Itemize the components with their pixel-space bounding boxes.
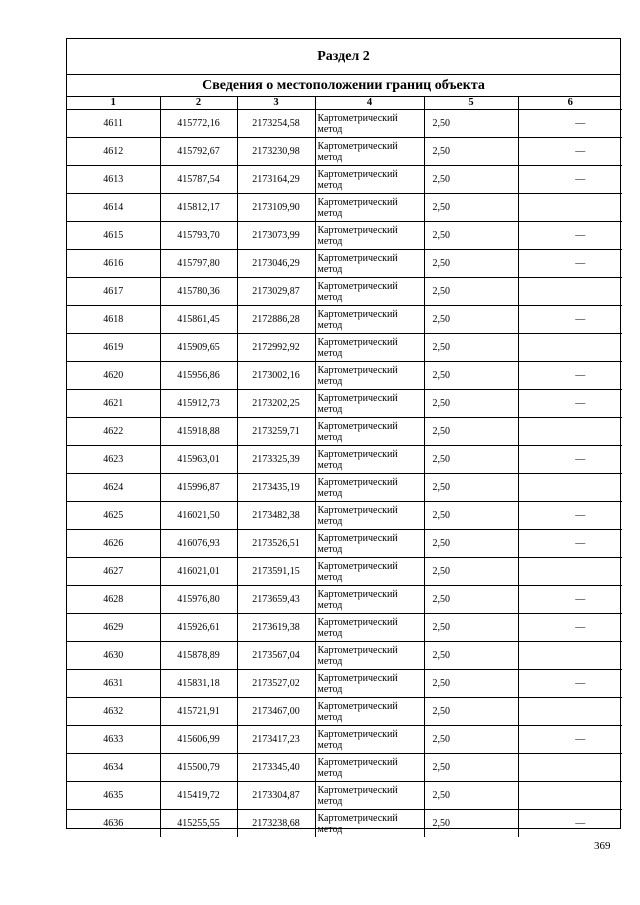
point-number-cell: 4631 — [67, 670, 160, 698]
y-coordinate-cell: 2172992,92 — [237, 334, 315, 362]
y-coordinate-cell: 2173591,15 — [237, 558, 315, 586]
y-coordinate-cell: 2173467,00 — [237, 698, 315, 726]
y-coordinate-cell: 2173325,39 — [237, 446, 315, 474]
point-number-cell: 4617 — [67, 278, 160, 306]
description-cell: — — [518, 306, 622, 334]
x-coordinate-cell: 415956,86 — [160, 362, 237, 390]
y-coordinate-cell: 2173619,38 — [237, 614, 315, 642]
y-coordinate-cell: 2173202,25 — [237, 390, 315, 418]
y-coordinate-cell: 2173029,87 — [237, 278, 315, 306]
description-cell — [518, 558, 622, 586]
error-cell: 2,50 — [424, 166, 518, 194]
x-coordinate-cell: 415909,65 — [160, 334, 237, 362]
point-number-cell: 4624 — [67, 474, 160, 502]
y-coordinate-cell: 2173109,90 — [237, 194, 315, 222]
point-number-cell: 4629 — [67, 614, 160, 642]
error-cell: 2,50 — [424, 362, 518, 390]
description-cell — [518, 418, 622, 446]
x-coordinate-cell: 415918,88 — [160, 418, 237, 446]
point-number-cell: 4619 — [67, 334, 160, 362]
table-row — [67, 362, 622, 390]
error-cell: 2,50 — [424, 138, 518, 166]
description-cell — [518, 782, 622, 810]
point-number-cell: 4621 — [67, 390, 160, 418]
y-coordinate-cell: 2173526,51 — [237, 530, 315, 558]
error-cell: 2,50 — [424, 670, 518, 698]
table-row — [67, 250, 622, 278]
point-number-cell: 4623 — [67, 446, 160, 474]
table-row — [67, 166, 622, 194]
y-coordinate-cell: 2173238,68 — [237, 810, 315, 838]
description-cell: — — [518, 138, 622, 166]
point-number-cell: 4622 — [67, 418, 160, 446]
y-coordinate-cell: 2173417,23 — [237, 726, 315, 754]
table-row — [67, 390, 622, 418]
method-cell: Картометрический метод — [315, 614, 424, 642]
method-cell: Картометрический метод — [315, 306, 424, 334]
description-cell: — — [518, 362, 622, 390]
description-cell: — — [518, 586, 622, 614]
x-coordinate-cell: 415996,87 — [160, 474, 237, 502]
description-cell: — — [518, 390, 622, 418]
error-cell: 2,50 — [424, 754, 518, 782]
table-row — [67, 782, 622, 810]
error-cell: 2,50 — [424, 334, 518, 362]
table-row — [67, 670, 622, 698]
method-cell: Картометрический метод — [315, 530, 424, 558]
description-cell: — — [575, 818, 586, 829]
method-cell: Картометрический метод — [315, 222, 424, 250]
x-coordinate-cell: 415963,01 — [160, 446, 237, 474]
method-cell: Картометрический метод — [315, 418, 424, 446]
x-coordinate-cell: 415606,99 — [160, 726, 237, 754]
y-coordinate-cell: 2173304,87 — [237, 782, 315, 810]
x-coordinate-cell: 415912,73 — [160, 390, 237, 418]
table-row — [67, 530, 622, 558]
method-cell: Картометрический метод — [315, 726, 424, 754]
column-header: 5 — [424, 97, 518, 110]
method-cell: Картометрический метод — [315, 166, 424, 194]
method-cell: Картометрический метод — [315, 810, 424, 838]
y-coordinate-cell: 2173164,29 — [237, 166, 315, 194]
error-cell: 2,50 — [424, 446, 518, 474]
error-cell: 2,50 — [424, 558, 518, 586]
y-coordinate-cell: 2173259,71 — [237, 418, 315, 446]
table-row — [67, 698, 622, 726]
method-cell: Картометрический метод — [315, 642, 424, 670]
y-coordinate-cell: 2173254,58 — [237, 110, 315, 138]
x-coordinate-cell: 415831,18 — [160, 670, 237, 698]
method-cell: Картометрический метод — [315, 586, 424, 614]
description-cell: — — [518, 166, 622, 194]
y-coordinate-cell: 2173230,98 — [237, 138, 315, 166]
error-cell: 2,50 — [424, 250, 518, 278]
table-row — [67, 446, 622, 474]
table-header-row — [67, 97, 622, 110]
error-cell: 2,50 — [424, 726, 518, 754]
x-coordinate-cell: 416021,01 — [160, 558, 237, 586]
point-number-cell: 4635 — [67, 782, 160, 810]
point-number-cell: 4616 — [67, 250, 160, 278]
column-header: 6 — [518, 97, 622, 110]
description-cell: — — [518, 726, 622, 754]
error-cell: 2,50 — [424, 418, 518, 446]
method-cell: Картометрический метод — [315, 250, 424, 278]
method-cell: Картометрический метод — [315, 278, 424, 306]
method-cell: Картометрический метод — [315, 110, 424, 138]
description-cell: — — [518, 222, 622, 250]
column-header: 4 — [315, 97, 424, 110]
point-number-cell: 4633 — [67, 726, 160, 754]
table-row — [67, 418, 622, 446]
error-cell: 2,50 — [424, 306, 518, 334]
x-coordinate-cell: 415926,61 — [160, 614, 237, 642]
point-number-cell: 4636 — [67, 810, 160, 838]
error-cell: 2,50 — [424, 698, 518, 726]
method-cell: Картометрический метод — [315, 502, 424, 530]
point-number-cell: 4615 — [67, 222, 160, 250]
y-coordinate-cell: 2173002,16 — [237, 362, 315, 390]
description-cell: — — [518, 446, 622, 474]
x-coordinate-cell: 416076,93 — [160, 530, 237, 558]
section-title: Раздел 2 — [67, 39, 620, 75]
point-number-cell: 4634 — [67, 754, 160, 782]
method-cell: Картометрический метод — [315, 670, 424, 698]
x-coordinate-cell: 415878,89 — [160, 642, 237, 670]
table-row — [67, 614, 622, 642]
error-cell: 2,50 — [424, 222, 518, 250]
method-cell: Картометрический метод — [315, 754, 424, 782]
method-cell: Картометрический метод — [315, 446, 424, 474]
x-coordinate-cell: 415780,36 — [160, 278, 237, 306]
x-coordinate-cell: 415976,80 — [160, 586, 237, 614]
description-cell — [518, 278, 622, 306]
error-cell: 2,50 — [424, 502, 518, 530]
error-cell: 2,50 — [424, 530, 518, 558]
table-row — [67, 138, 622, 166]
description-cell — [518, 474, 622, 502]
method-cell: Картометрический метод — [315, 782, 424, 810]
error-cell: 2,50 — [424, 194, 518, 222]
y-coordinate-cell: 2172886,28 — [237, 306, 315, 334]
table-row — [67, 334, 622, 362]
error-cell: 2,50 — [424, 474, 518, 502]
method-cell: Картометрический метод — [315, 138, 424, 166]
point-number-cell: 4630 — [67, 642, 160, 670]
table-row — [67, 754, 622, 782]
description-cell — [518, 754, 622, 782]
error-cell: 2,50 — [424, 614, 518, 642]
page-number: 369 — [594, 840, 611, 852]
table-row — [67, 306, 622, 334]
x-coordinate-cell: 415792,67 — [160, 138, 237, 166]
description-cell: — — [518, 110, 622, 138]
error-cell: 2,50 — [424, 110, 518, 138]
table-row — [67, 278, 622, 306]
point-number-cell: 4614 — [67, 194, 160, 222]
x-coordinate-cell: 415721,91 — [160, 698, 237, 726]
point-number-cell: 4626 — [67, 530, 160, 558]
y-coordinate-cell: 2173659,43 — [237, 586, 315, 614]
description-cell — [518, 642, 622, 670]
method-cell: Картометрический метод — [315, 334, 424, 362]
table-row — [67, 810, 622, 838]
method-cell: Картометрический метод — [315, 558, 424, 586]
description-cell: — — [518, 614, 622, 642]
x-coordinate-cell: 415419,72 — [160, 782, 237, 810]
error-cell: 2,50 — [424, 810, 518, 838]
method-cell: Картометрический метод — [315, 698, 424, 726]
column-header: 1 — [67, 97, 160, 110]
table-row — [67, 642, 622, 670]
method-cell: Картометрический метод — [315, 390, 424, 418]
x-coordinate-cell: 416021,50 — [160, 502, 237, 530]
table-row — [67, 726, 622, 754]
table-row — [67, 194, 622, 222]
y-coordinate-cell: 2173435,19 — [237, 474, 315, 502]
x-coordinate-cell: 415812,17 — [160, 194, 237, 222]
y-coordinate-cell: 2173527,02 — [237, 670, 315, 698]
description-cell: — — [518, 502, 622, 530]
column-header: 3 — [237, 97, 315, 110]
error-cell: 2,50 — [424, 586, 518, 614]
description-cell — [518, 334, 622, 362]
description-cell: — — [518, 670, 622, 698]
method-cell: Картометрический метод — [315, 474, 424, 502]
method-cell: Картометрический метод — [315, 362, 424, 390]
table-row — [67, 474, 622, 502]
description-cell: — — [518, 250, 622, 278]
coordinates-table — [67, 97, 622, 837]
description-cell — [518, 698, 622, 726]
table-row — [67, 110, 622, 138]
document-frame — [66, 38, 621, 835]
y-coordinate-cell: 2173482,38 — [237, 502, 315, 530]
table-row — [67, 586, 622, 614]
point-number-cell: 4613 — [67, 166, 160, 194]
x-coordinate-cell: 415797,80 — [160, 250, 237, 278]
y-coordinate-cell: 2173073,99 — [237, 222, 315, 250]
column-header: 2 — [160, 97, 237, 110]
point-number-cell: 4627 — [67, 558, 160, 586]
point-number-cell: 4625 — [67, 502, 160, 530]
point-number-cell: 4618 — [67, 306, 160, 334]
point-number-cell: 4628 — [67, 586, 160, 614]
error-cell: 2,50 — [424, 278, 518, 306]
error-cell: 2,50 — [424, 390, 518, 418]
point-number-cell: 4611 — [67, 110, 160, 138]
y-coordinate-cell: 2173567,04 — [237, 642, 315, 670]
point-number-cell: 4632 — [67, 698, 160, 726]
section-subtitle: Сведения о местоположении границ объекта — [67, 75, 620, 97]
x-coordinate-cell: 415772,16 — [160, 110, 237, 138]
y-coordinate-cell: 2173046,29 — [237, 250, 315, 278]
description-cell — [518, 194, 622, 222]
x-coordinate-cell: 415793,70 — [160, 222, 237, 250]
method-cell: Картометрический метод — [315, 194, 424, 222]
table-body — [67, 110, 622, 838]
point-number-cell: 4620 — [67, 362, 160, 390]
error-cell: 2,50 — [424, 642, 518, 670]
y-coordinate-cell: 2173345,40 — [237, 754, 315, 782]
error-cell: 2,50 — [424, 782, 518, 810]
table-row — [67, 558, 622, 586]
point-number-cell: 4612 — [67, 138, 160, 166]
description-cell: — — [518, 530, 622, 558]
x-coordinate-cell: 415255,55 — [160, 810, 237, 838]
x-coordinate-cell: 415861,45 — [160, 306, 237, 334]
table-row — [67, 222, 622, 250]
x-coordinate-cell: 415787,54 — [160, 166, 237, 194]
x-coordinate-cell: 415500,79 — [160, 754, 237, 782]
table-row — [67, 502, 622, 530]
